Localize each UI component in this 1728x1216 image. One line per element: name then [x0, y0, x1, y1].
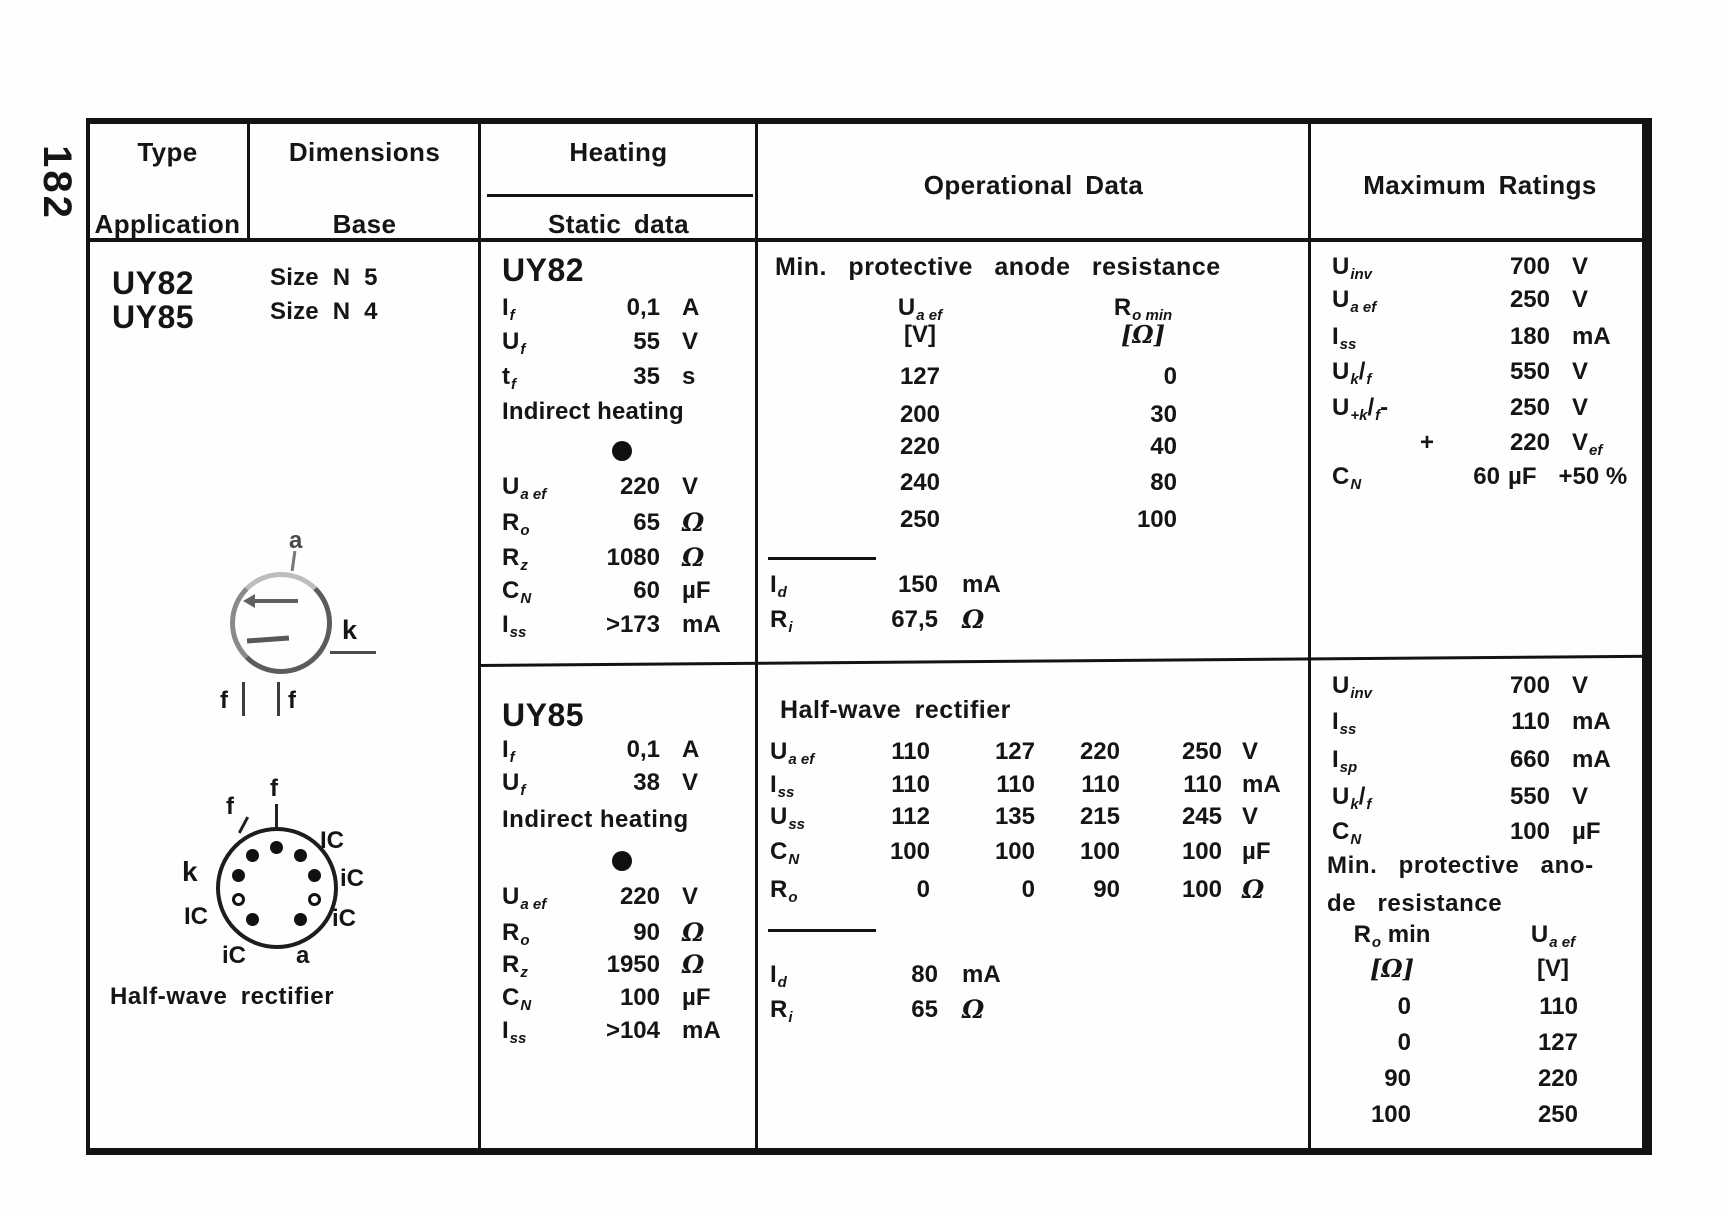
pin-dot	[294, 913, 307, 926]
table-cell: 100	[1079, 838, 1120, 865]
param-unit: mA	[1572, 323, 1611, 350]
table-cell: 112	[891, 803, 930, 830]
table-cell: 127	[899, 363, 940, 390]
table-cell: 40	[1150, 433, 1177, 460]
param-unit: mA	[682, 611, 721, 638]
param-label: $U_{inv}$	[1332, 253, 1373, 283]
param-value: 60	[1473, 463, 1500, 490]
param-unit: mA	[1242, 771, 1281, 798]
param-label: $I_f$	[502, 736, 515, 766]
table-cell: 80	[1150, 469, 1177, 496]
param-value: 100	[619, 984, 660, 1011]
table-cell: 200	[899, 401, 940, 428]
table-border-left	[86, 118, 90, 1155]
param-unit: mA	[962, 571, 1001, 598]
arrow-icon	[243, 594, 255, 608]
param-unit: A	[682, 736, 700, 763]
base-label-f: f	[270, 775, 278, 802]
section-title-uy82: UY82	[502, 252, 585, 288]
column-head-romin: $R_o$ min	[1353, 921, 1431, 951]
param-label: $U_{ss}$	[770, 803, 806, 833]
param-unit: µF	[682, 984, 711, 1011]
application-label: Half-wave rectifier	[110, 983, 335, 1010]
table-cell: 30	[1150, 401, 1177, 428]
anode-bar-icon	[254, 599, 298, 603]
pin-dot	[308, 869, 321, 882]
param-value: 700	[1509, 253, 1550, 280]
table-border-right	[1642, 118, 1652, 1155]
data-row	[502, 950, 754, 980]
param-label: $C_N$	[1332, 818, 1362, 848]
param-label: $U_f$	[502, 328, 526, 358]
param-unit: $V_{ef}$	[1572, 429, 1603, 459]
data-row	[1332, 745, 1642, 775]
param-label: $U_f$	[502, 769, 526, 799]
param-value: 80	[911, 961, 938, 988]
param-value: 150	[897, 571, 938, 598]
param-label: $C_N$	[770, 838, 800, 868]
row-divider-uy82-uy85	[478, 655, 1652, 667]
param-value: 38	[633, 769, 660, 796]
param-label: +	[1420, 429, 1435, 456]
param-label: $R_o$	[770, 876, 798, 906]
table-cell: 127	[994, 738, 1035, 765]
param-label: $C_N$	[502, 577, 532, 607]
heating-header-underline	[487, 194, 753, 197]
column-divider-heating-operational	[755, 124, 758, 1148]
data-row	[502, 508, 754, 538]
table-cell: 110	[891, 738, 930, 765]
param-label: $U_{a ef}$	[1332, 286, 1377, 316]
param-value: >104	[605, 1017, 660, 1044]
param-label: $R_z$	[502, 951, 528, 981]
uy82-operational-rule	[768, 557, 876, 560]
table-cell: 135	[994, 803, 1035, 830]
param-label: $U_{a ef}$	[502, 473, 547, 503]
param-label: $I_{sp}$	[1332, 746, 1358, 776]
param-unit: µF	[1242, 838, 1271, 865]
param-unit: Ω	[682, 543, 705, 572]
param-unit: V	[682, 328, 699, 355]
table-cell: 100	[1370, 1101, 1411, 1128]
pin-tick-icon	[275, 804, 278, 827]
param-unit: A	[682, 294, 700, 321]
table-cell: 100	[1181, 838, 1222, 865]
param-label: $R_i$	[770, 996, 793, 1026]
pin-dot	[308, 893, 321, 906]
table-cell: 100	[1136, 506, 1177, 533]
base-label-k: k	[182, 856, 198, 887]
param-value: 35	[633, 363, 660, 390]
header-static-data: Static data	[548, 209, 689, 239]
cathode-lead-icon	[330, 651, 376, 654]
column-unit-ohm: [Ω]	[1120, 320, 1166, 349]
data-row	[502, 918, 754, 948]
data-row	[1332, 285, 1642, 315]
param-unit: µF	[1508, 463, 1537, 490]
note-line: de resistance	[1327, 890, 1503, 917]
param-value: 700	[1509, 672, 1550, 699]
param-label: $U_k/_f$	[1332, 358, 1372, 388]
data-row	[1332, 462, 1642, 492]
header-heating: Heating	[569, 137, 668, 167]
param-unit: s	[682, 363, 696, 390]
param-value: 660	[1509, 746, 1550, 773]
param-label: $U_{+k}/_f-$	[1332, 394, 1389, 424]
data-row	[1332, 252, 1642, 282]
param-unit: V	[1572, 286, 1589, 313]
tube-size-uy82: Size N 5	[270, 264, 378, 291]
param-value: 1080	[606, 544, 660, 571]
table-border-bottom	[86, 1148, 1652, 1155]
data-row	[502, 882, 754, 912]
table-cell: 110	[1081, 771, 1120, 798]
header-base: Base	[332, 209, 397, 239]
table-cell: 110	[891, 771, 930, 798]
param-value: 65	[911, 996, 938, 1023]
data-row	[770, 737, 1258, 767]
param-value: 550	[1509, 358, 1550, 385]
header-type: Type	[137, 137, 198, 167]
table-cell: 127	[1537, 1029, 1578, 1056]
table-cell: 250	[1181, 738, 1222, 765]
base-label-ic: iC	[222, 942, 246, 969]
uy85-operational-rule	[768, 929, 876, 932]
data-row	[1332, 817, 1642, 847]
table-cell: 0	[1397, 1029, 1411, 1056]
param-unit: V	[1572, 783, 1589, 810]
param-label: $I_{ss}$	[770, 771, 795, 801]
data-row	[502, 543, 754, 573]
param-value: 65	[633, 509, 660, 536]
column-head-uaef: $U_{a ef}$	[897, 294, 943, 324]
data-row	[770, 837, 1271, 867]
pin-dot	[294, 849, 307, 862]
table-cell: 0	[1397, 993, 1411, 1020]
data-row	[1332, 428, 1642, 458]
param-value: 55	[633, 328, 660, 355]
param-unit: Ω	[682, 508, 705, 537]
param-value: 110	[1511, 708, 1550, 735]
table-cell: 240	[899, 469, 940, 496]
param-value: 0,1	[626, 294, 660, 321]
header-operational-data: Operational Data	[923, 170, 1144, 200]
param-label: $R_o$	[502, 919, 530, 949]
base-label-a: a	[296, 942, 310, 969]
param-value: 250	[1509, 394, 1550, 421]
pin-dot	[232, 869, 245, 882]
data-row	[502, 472, 754, 502]
tube-size-uy85: Size N 4	[270, 298, 378, 325]
header-maximum-ratings: Maximum Ratings	[1363, 170, 1597, 200]
param-value: 220	[619, 883, 660, 910]
page-number: 182	[35, 145, 79, 221]
column-divider-dimensions-heating	[478, 124, 481, 1148]
indirect-heating-note: Indirect heating	[502, 398, 684, 425]
data-row	[770, 960, 1001, 990]
param-unit: mA	[1572, 746, 1611, 773]
operational-title-uy85: Half-wave rectifier	[780, 696, 1011, 724]
table-cell: 0	[1163, 363, 1177, 390]
param-value: 1950	[606, 951, 660, 978]
data-row	[1332, 322, 1642, 352]
data-row	[502, 576, 754, 606]
param-value: 67,5	[891, 606, 938, 633]
param-label: $C_N$	[1332, 463, 1362, 493]
data-row	[770, 605, 984, 635]
column-head-romin: $R_{o min}$	[1113, 294, 1173, 324]
column-head-uaef: $U_{a ef}$	[1530, 921, 1576, 951]
table-cell: 245	[1181, 803, 1222, 830]
table-cell: 90	[1093, 876, 1120, 903]
param-label: $R_z$	[502, 544, 528, 574]
bullet-icon	[612, 441, 632, 461]
param-unit: V	[1572, 253, 1589, 280]
param-value: 550	[1509, 783, 1550, 810]
table-cell: 90	[1384, 1065, 1411, 1092]
param-unit: mA	[1572, 708, 1611, 735]
param-label: $U_k/_f$	[1332, 783, 1372, 813]
pin-dot	[246, 913, 259, 926]
header-application: Application	[94, 209, 241, 239]
param-unit: µF	[1572, 818, 1601, 845]
param-label: $R_o$	[502, 509, 530, 539]
data-row	[502, 327, 754, 357]
table-cell: 100	[994, 838, 1035, 865]
param-unit: V	[1242, 803, 1259, 830]
param-value: 180	[1509, 323, 1550, 350]
pin-dot	[246, 849, 259, 862]
anode-label: a	[289, 527, 303, 554]
filament-label: f	[288, 687, 296, 714]
data-row	[502, 983, 754, 1013]
param-value: 90	[633, 919, 660, 946]
header-dimensions: Dimensions	[288, 137, 441, 167]
data-row	[1332, 357, 1642, 387]
data-row	[770, 770, 1281, 800]
data-row	[1332, 393, 1642, 423]
column-unit-v: [V]	[904, 321, 936, 348]
param-value: 60	[633, 577, 660, 604]
param-label: $I_{ss}$	[1332, 323, 1357, 353]
filament-label: f	[220, 687, 228, 714]
data-row	[770, 802, 1258, 832]
column-unit-v: [V]	[1537, 955, 1569, 982]
param-label: $I_d$	[770, 961, 787, 991]
data-row	[502, 1016, 754, 1046]
param-label: $I_d$	[770, 571, 787, 601]
tube-name-uy85: UY85	[112, 299, 195, 335]
table-border-top	[86, 118, 1652, 124]
param-unit: V	[1242, 738, 1259, 765]
table-cell: 215	[1079, 803, 1120, 830]
table-cell: 220	[1537, 1065, 1578, 1092]
cathode-label: k	[342, 615, 358, 645]
data-row	[770, 995, 984, 1025]
param-unit: mA	[962, 961, 1001, 988]
data-row	[502, 735, 754, 765]
table-cell: 110	[1183, 771, 1222, 798]
filament-lead-icon	[277, 682, 280, 716]
table-cell: 0	[916, 876, 930, 903]
param-label: $I_{ss}$	[1332, 708, 1357, 738]
param-unit: mA	[682, 1017, 721, 1044]
data-row	[502, 768, 754, 798]
param-value: 220	[1509, 429, 1550, 456]
pin-dot	[270, 841, 283, 854]
table-cell: 110	[996, 771, 1035, 798]
data-row	[770, 875, 1264, 905]
param-value: 250	[1509, 286, 1550, 313]
param-unit: µF	[682, 577, 711, 604]
base-label-f: f	[226, 793, 234, 820]
param-label: $R_i$	[770, 606, 793, 636]
column-unit-ohm: [Ω]	[1369, 954, 1415, 983]
param-unit: Ω	[962, 995, 985, 1024]
table-cell: 250	[1537, 1101, 1578, 1128]
param-unit: V	[682, 473, 699, 500]
indirect-heating-note: Indirect heating	[502, 806, 689, 833]
data-row	[502, 293, 754, 323]
tube-envelope-circle-icon	[230, 572, 332, 674]
operational-title-uy82: Min. protective anode resistance	[775, 253, 1221, 281]
table-cell: 220	[899, 433, 940, 460]
table-cell: 110	[1539, 993, 1578, 1020]
data-row	[1332, 782, 1642, 812]
data-row	[502, 610, 754, 640]
base-label-ic: IC	[184, 903, 208, 930]
table-cell: 250	[899, 506, 940, 533]
pin-tick-icon	[238, 816, 249, 833]
param-value: 100	[1509, 818, 1550, 845]
bullet-icon	[612, 851, 632, 871]
param-value: 0,1	[626, 736, 660, 763]
param-unit: Ω	[962, 605, 985, 634]
note-line: Min. protective ano-	[1327, 852, 1594, 879]
section-title-uy85: UY85	[502, 697, 585, 733]
data-row	[1332, 671, 1642, 701]
param-label: $I_{ss}$	[502, 611, 527, 641]
base-label-ic: iC	[340, 865, 364, 892]
param-label: $U_{a ef}$	[502, 883, 547, 913]
table-cell: 100	[889, 838, 930, 865]
param-unit: V	[682, 883, 699, 910]
base-label-ic: IC	[320, 827, 344, 854]
param-label: $U_{inv}$	[1332, 672, 1373, 702]
data-row	[502, 362, 754, 392]
param-unit: V	[682, 769, 699, 796]
param-tolerance: +50 %	[1558, 463, 1628, 490]
param-unit: V	[1572, 358, 1589, 385]
table-cell: 0	[1021, 876, 1035, 903]
data-row	[1332, 707, 1642, 737]
filament-lead-icon	[242, 682, 245, 716]
data-row	[770, 570, 1001, 600]
param-label: $t_f$	[502, 363, 516, 393]
param-value: 220	[619, 473, 660, 500]
param-label: $I_f$	[502, 294, 515, 324]
param-unit: V	[1572, 394, 1589, 421]
tube-name-uy82: UY82	[112, 265, 195, 301]
param-label: $C_N$	[502, 984, 532, 1014]
base-label-ic: iC	[332, 905, 356, 932]
param-unit: Ω	[1242, 875, 1265, 904]
param-label: $I_{ss}$	[502, 1017, 527, 1047]
table-cell: 100	[1181, 876, 1222, 903]
param-value: >173	[605, 611, 660, 638]
param-unit: V	[1572, 672, 1589, 699]
table-cell: 220	[1079, 738, 1120, 765]
param-unit: Ω	[682, 918, 705, 947]
param-label: $U_{a ef}$	[770, 738, 815, 768]
param-unit: Ω	[682, 950, 705, 979]
pin-dot	[232, 893, 245, 906]
